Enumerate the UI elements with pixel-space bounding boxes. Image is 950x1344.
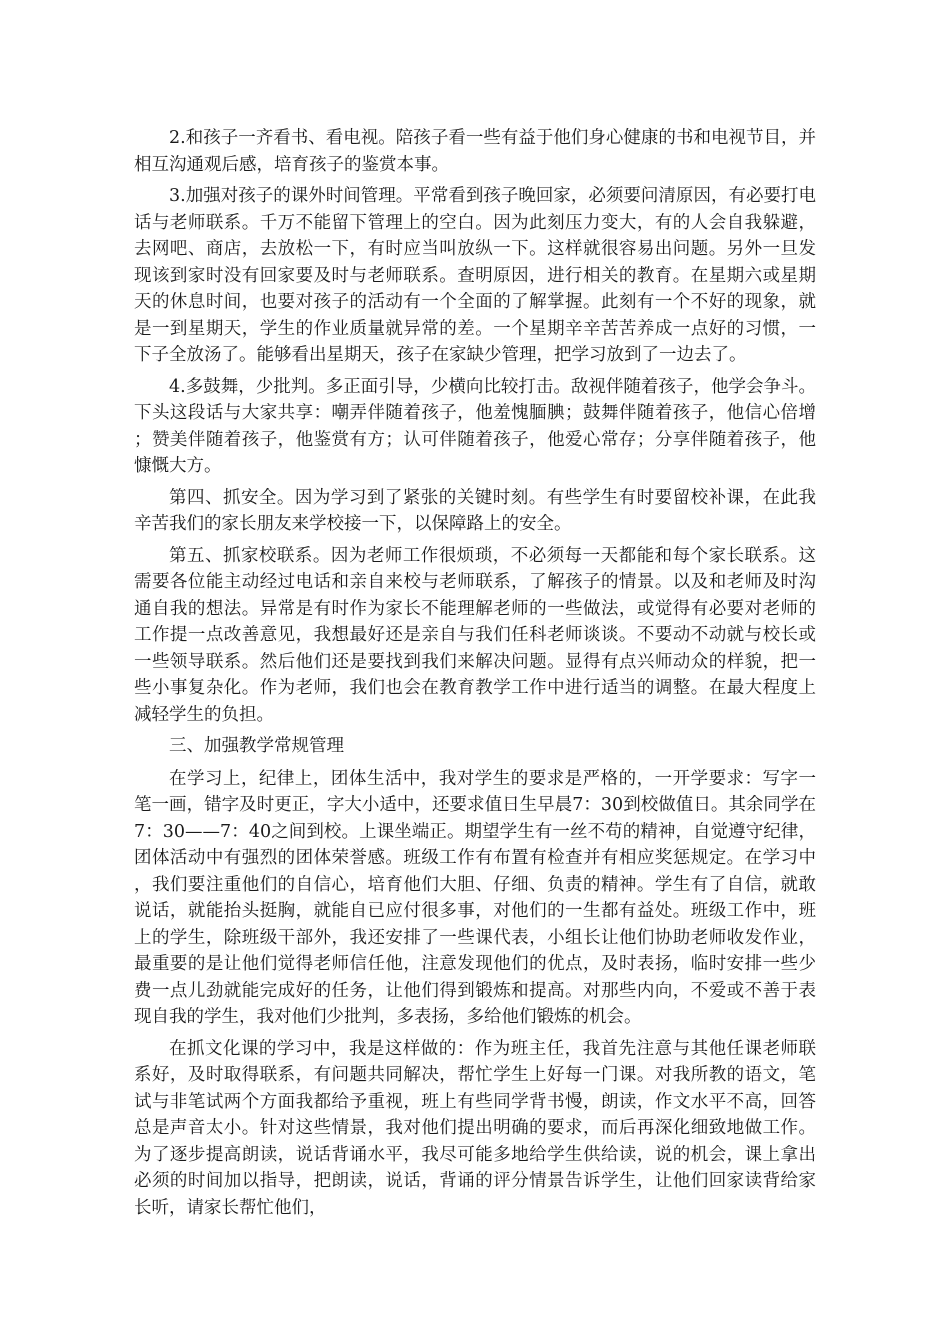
document-body xyxy=(134,125,816,1226)
paragraph-watch-together: 2.和孩子一齐看书、看电视。陪孩子看一些有益于他们身心健康的书和电视节目，并相互沟通观后感，培育孩子的鉴赏本事。 xyxy=(134,128,816,175)
paragraph-discipline: 在学习上，纪律上，团体生活中，我对学生的要求是严格的，一开学要求：写字一笔一画，错字及时更正，字大小适中，还要求值日生早晨7：30到校做值日。其余同学在7：30——7：40之间到校。上课坐端正。期望学生有一丝不苟的精神，自觉遵守纪律，团体活动中有强烈的团体荣誉感。班级工作有布置有检查并有相应奖惩规定。在学习中，我们要注重他们的自信心，培育他们大胆、仔细、负责的精神。学生有了自信，就敢说话，就能抬头挺胸，就能自已应付很多事，对他们的一生都有益处。班级工作中，班上的学生，除班级干部外，我还安排了一些课代表，小组长让他们协助老师收发作业，最重要的是让他们觉得老师信任他，注意发现他们的优点，及时表扬，临时安排一些少费一点儿劲就能完成好的任务，让他们得到锻炼和提高。对那些内向，不爱或不善于表现自我的学生，我对他们少批判，多表扬，多给他们锻炼的机会。 xyxy=(134,768,816,1027)
paragraph-home-school-contact: 第五、抓家校联系。因为老师工作很烦琐，不必须每一天都能和每个家长联系。这需要各位能主动经过电话和亲自来校与老师联系，了解孩子的情景。以及和老师及时沟通自我的想法。异常是有时作为家长不能理解老师的一些做法，或觉得有必要对老师的工作提一点改善意见，我想最好还是亲自与我们任科老师谈谈。不要动不动就与校长或一些领导联系。然后他们还是要找到我们来解决问题。显得有点兴师动众的样貌，把一些小事复杂化。作为老师，我们也会在教育教学工作中进行适当的调整。在最大程度上减轻学生的负担。 xyxy=(134,545,816,725)
paragraph-safety: 第四、抓安全。因为学习到了紧张的关键时刻。有些学生有时要留校补课，在此我辛苦我们的家长朋友来学校接一下，以保障路上的安全。 xyxy=(134,487,816,534)
paragraph-encourage: 4.多鼓舞，少批判。多正面引导，少横向比较打击。敌视伴随着孩子，他学会争斗。下头这段话与大家共享：嘲弄伴随着孩子，他羞愧腼腆；鼓舞伴随着孩子，他信心倍增；赞美伴随着孩子，他鉴赏有方；认可伴随着孩子，他爱心常存；分享伴随着孩子，他慷慨大方。 xyxy=(134,376,816,476)
paragraph-after-school-time: 3.加强对孩子的课外时间管理。平常看到孩子晚回家，必须要问清原因，有必要打电话与老师联系。千万不能留下管理上的空白。因为此刻压力变大，有的人会自我躲避，去网吧、商店，去放松一下，有时应当叫放纵一下。这样就很容易出问题。另外一旦发现该到家时没有回家要及时与老师联系。查明原因，进行相关的教育。在星期六或星期天的休息时间，也要对孩子的活动有一个全面的了解掌握。此刻有一个不好的现象，就是一到星期天，学生的作业质量就异常的差。一个星期辛辛苦苦养成一点好的习惯，一下子全放汤了。能够看出星期天，孩子在家缺少管理，把学习放到了一边去了。 xyxy=(134,186,816,365)
section-heading-teaching-management: 三、加强教学常规管理 xyxy=(169,736,344,756)
paragraph-cultural-courses: 在抓文化课的学习中，我是这样做的：作为班主任，我首先注意与其他任课老师联系好，及时取得联系，有问题共同解决，帮忙学生上好每一门课。对我所教的语文，笔试与非笔试两个方面我都给予重视，班上有些同学背书慢，朗读，作文水平不高，回答总是声音太小。针对这些情景，我对他们提出明确的要求，而后再深化细致地做工作。为了逐步提高朗读，说话背诵水平，我尽可能多地给学生供给读，说的机会，课上拿出必须的时间加以指导，把朗读，说话，背诵的评分情景告诉学生，让他们回家读背给家长听，请家长帮忙他们， xyxy=(134,1038,816,1218)
